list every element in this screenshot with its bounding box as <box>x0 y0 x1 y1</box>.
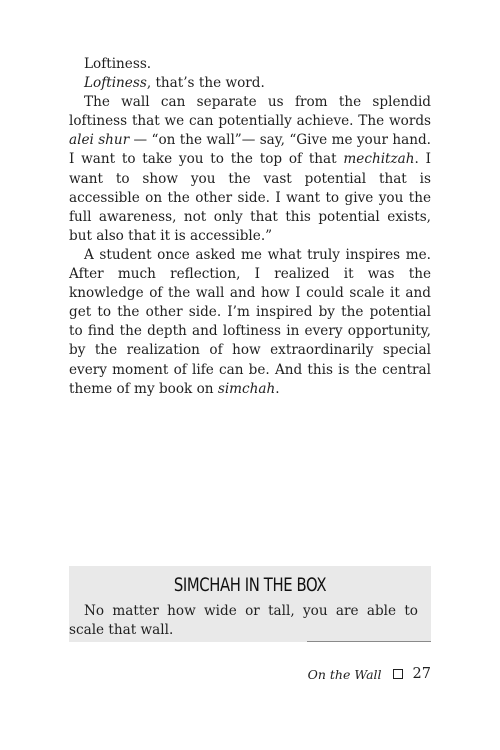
text-run: Loftiness. <box>84 56 152 72</box>
text-run: A student once asked me what truly inspires me. After much reflection, I realized it was the knowledge of the wall and how I could scale it and get to the other side. I’m inspired by the potential to find the depth and loftiness in every opportunity, by the realization of how extraordinarily special every moment of life can be. And this is the central theme of my book on <box>69 246 431 397</box>
page-footer <box>308 666 431 682</box>
paragraph <box>69 93 431 246</box>
paragraph <box>69 55 431 74</box>
running-title: On the Wall <box>307 666 382 682</box>
body-text <box>69 55 431 399</box>
page-number: 27 <box>412 666 431 682</box>
italic-text: Loftiness <box>84 75 147 92</box>
paragraph <box>69 246 431 399</box>
box-divider <box>307 641 431 642</box>
text-run: — “on the wall”— say, “Give me your hand. I want to take you to the top of that <box>69 132 431 168</box>
square-bullet-icon <box>393 669 403 679</box>
text-run: , that’s the word. <box>146 75 265 92</box>
text-run: . <box>275 380 280 397</box>
box-text: No matter how wide or tall, you are able to scale that wall. <box>69 603 418 638</box>
italic-text: mechitzah <box>343 151 415 168</box>
paragraph <box>69 74 431 93</box>
text-run: The wall can separate us from the splendid loftiness that we can potentially achieve. The words <box>69 94 431 130</box>
simchah-in-the-box <box>69 566 431 642</box>
italic-text: simchah <box>217 380 276 397</box>
italic-text: alei shur <box>69 132 130 149</box>
text-run: . I want to show you the vast potential that is accessible on the other side. I want to give you the full awareness, not only that this potential exists, but also that it is accessible.” <box>69 151 431 244</box>
box-title: SIMCHAH IN THE BOX <box>173 574 327 596</box>
